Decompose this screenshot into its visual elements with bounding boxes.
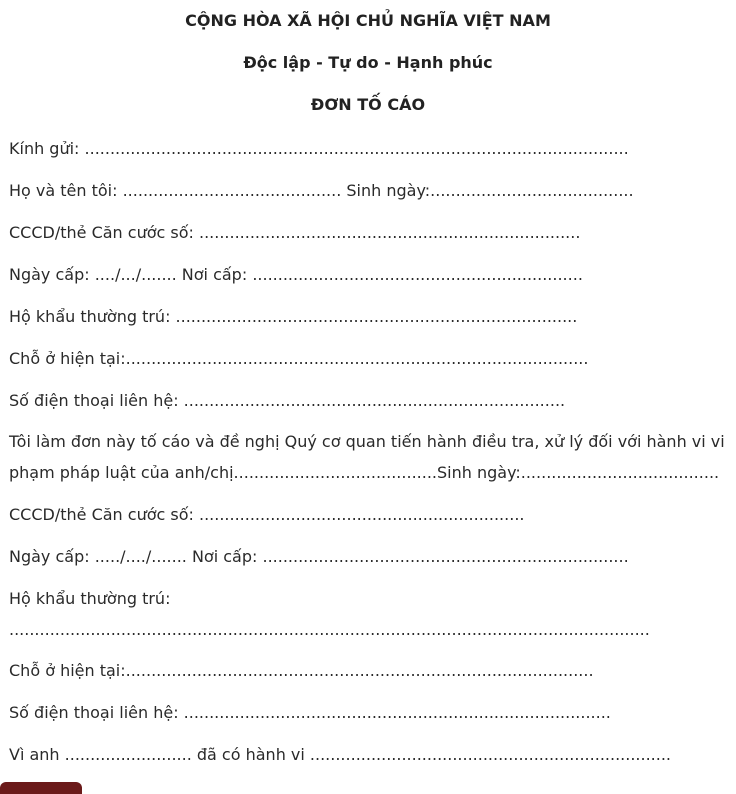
form-line-accused-id-number: CCCD/thẻ Căn cước số: ................................................................	[9, 505, 525, 524]
form-line-current-address: Chỗ ở hiện tại:...........................................................................................	[9, 349, 589, 368]
form-line-issue-date-place: Ngày cấp: ..../.../....... Nơi cấp: .................................................................	[9, 265, 583, 284]
form-line-accused-name-dob: phạm pháp luật của anh/chị........................................Sinh ngày:.......................................	[9, 463, 720, 482]
floating-action-bar[interactable]	[0, 782, 82, 794]
document-title: ĐƠN TỐ CÁO	[310, 95, 426, 114]
form-line-accused-phone: Số điện thoại liên hệ: ....................................................................................	[9, 703, 611, 722]
national-motto: Độc lập - Tự do - Hạnh phúc	[243, 53, 493, 72]
form-line-statement: Tôi làm đơn này tố cáo và đề nghị Quý cơ quan tiến hành điều tra, xử lý đối với hành vi vi	[9, 432, 725, 451]
form-line-permanent-residence: Hộ khẩu thường trú: ...............................................................................	[9, 307, 578, 326]
form-line-recipient: Kính gửi: ...........................................................................................................	[9, 139, 629, 158]
form-line-accused-behavior: Vì anh ......................... đã có hành vi .......................................................................	[9, 745, 672, 764]
form-line-id-number: CCCD/thẻ Căn cước số: ...........................................................................	[9, 223, 581, 242]
form-line-name-dob: Họ và tên tôi: ........................................... Sinh ngày:........................................	[9, 181, 634, 200]
form-line-accused-current-address: Chỗ ở hiện tại:............................................................................................	[9, 661, 594, 680]
form-line-accused-issue-date-place: Ngày cấp: ...../..../....... Nơi cấp: ........................................................................	[9, 547, 629, 566]
form-line-accused-residence-label: Hộ khẩu thường trú:	[9, 589, 171, 608]
national-title: CỘNG HÒA XÃ HỘI CHỦ NGHĨA VIỆT NAM	[185, 11, 551, 30]
form-line-phone: Số điện thoại liên hệ: ...........................................................................	[9, 391, 566, 410]
form-line-accused-residence-value: ..............................................................................................................................	[9, 620, 650, 639]
